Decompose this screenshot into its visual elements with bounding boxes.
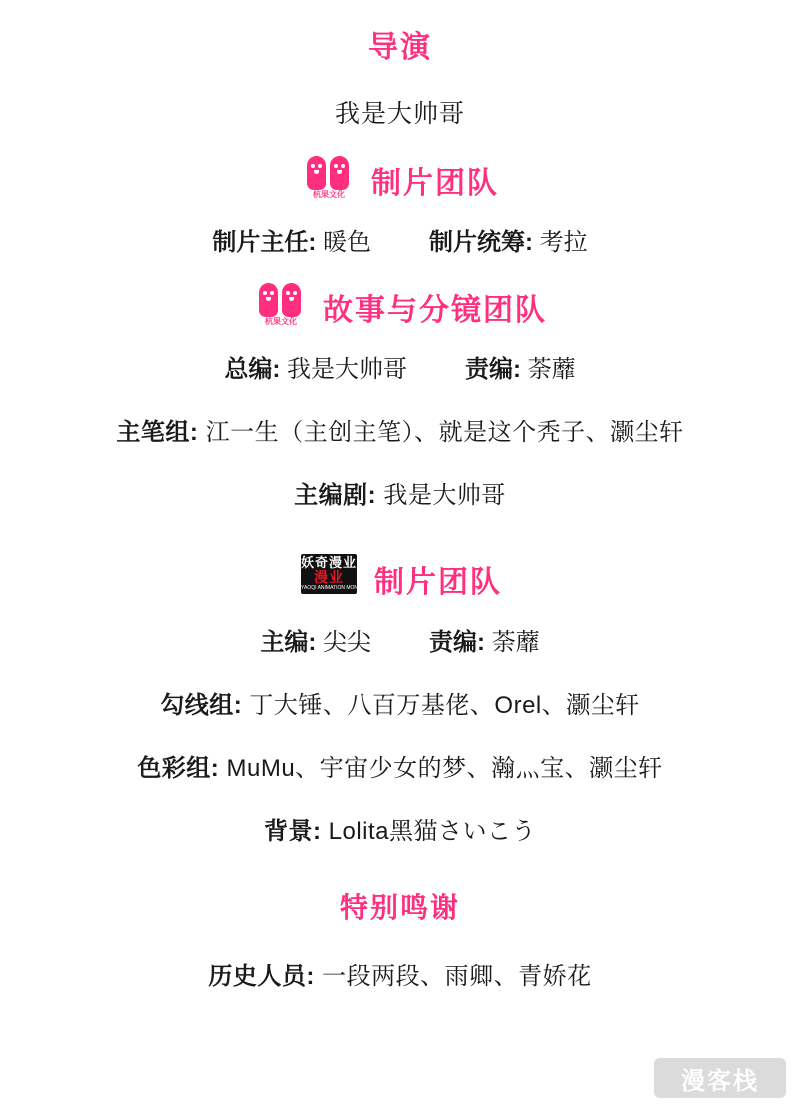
hongguo-logo-text: 杭果文化 bbox=[265, 317, 297, 326]
credit-line bbox=[0, 811, 800, 846]
logo-beak-icon bbox=[266, 297, 271, 301]
logo-beak-icon bbox=[337, 170, 342, 174]
section-header-production-1 bbox=[0, 156, 800, 204]
logo-eye-icon bbox=[311, 164, 315, 168]
credit-item bbox=[224, 349, 407, 384]
credit-key: 色彩组: bbox=[137, 755, 220, 782]
section-header-production-2 bbox=[0, 554, 800, 604]
credit-item bbox=[260, 622, 371, 657]
section-heading: 故事与分镜团队 bbox=[323, 294, 547, 327]
logo-penguins-shape bbox=[307, 156, 351, 190]
logo-eye-icon bbox=[334, 164, 338, 168]
credit-item bbox=[212, 222, 371, 257]
credit-key: 勾线组: bbox=[160, 692, 243, 719]
logo-box-shape bbox=[301, 554, 372, 594]
logo-eye-icon bbox=[318, 164, 322, 168]
section-heading: 制片团队 bbox=[374, 566, 502, 599]
director-name: 我是大帅哥 bbox=[334, 100, 465, 128]
credit-value: 暖色 bbox=[323, 229, 371, 256]
credit-pair-row bbox=[0, 222, 800, 257]
logo-eye-icon bbox=[286, 291, 290, 295]
credit-value: 一段两段、雨卿、青娇花 bbox=[322, 963, 592, 990]
credit-value: MuMu、宇宙少女的梦、瀚灬宝、灏尘轩 bbox=[226, 755, 663, 782]
credit-pair-row bbox=[0, 622, 800, 657]
watermark: 漫客栈 bbox=[654, 1058, 786, 1098]
hongguo-culture-logo bbox=[301, 156, 357, 204]
director-title: 导演 bbox=[368, 31, 432, 64]
credit-key: 总编: bbox=[224, 356, 281, 383]
logo-penguin-right bbox=[330, 156, 349, 190]
credit-key: 主笔组: bbox=[116, 419, 199, 446]
credit-key: 主编剧: bbox=[294, 482, 377, 509]
logo-penguins-shape bbox=[259, 283, 303, 317]
logo-penguin-left bbox=[307, 156, 326, 190]
logo-eye-icon bbox=[270, 291, 274, 295]
credit-value: 江一生（主创主笔）、就是这个秃子、灏尘轩 bbox=[205, 419, 684, 446]
credit-line bbox=[0, 412, 800, 447]
yaoqi-logo-top-text: 妖奇漫业 bbox=[301, 555, 358, 570]
credit-value: 荼蘼 bbox=[527, 356, 576, 383]
credit-value: Lolita黑猫さいこう bbox=[328, 818, 537, 845]
credit-key: 责编: bbox=[465, 356, 521, 383]
yaoqi-logo-sub-text: YAOQI ANIMATION MONSTER bbox=[301, 585, 372, 591]
logo-eye-icon bbox=[341, 164, 345, 168]
credit-line bbox=[0, 475, 800, 510]
credit-item bbox=[429, 222, 588, 257]
yaoqi-animation-logo bbox=[298, 554, 372, 604]
credit-key: 主编: bbox=[260, 629, 317, 656]
credit-line bbox=[0, 748, 800, 783]
credit-value: 荼蘼 bbox=[491, 629, 540, 656]
credit-line bbox=[0, 685, 800, 720]
hongguo-culture-logo bbox=[253, 283, 309, 331]
logo-beak-icon bbox=[314, 170, 319, 174]
logo-beak-icon bbox=[289, 297, 294, 301]
logo-eye-icon bbox=[263, 291, 267, 295]
logo-penguin-right bbox=[282, 283, 301, 317]
credit-key: 历史人员: bbox=[208, 963, 315, 990]
credit-item bbox=[429, 622, 540, 657]
section-heading: 制片团队 bbox=[371, 167, 499, 200]
credit-pair-row bbox=[0, 349, 800, 384]
credit-value: 考拉 bbox=[539, 229, 588, 256]
credit-key: 背景: bbox=[263, 818, 322, 845]
credit-value: 尖尖 bbox=[323, 629, 371, 656]
hongguo-logo-text: 杭果文化 bbox=[313, 190, 345, 199]
credit-key: 制片统筹: bbox=[429, 229, 533, 256]
logo-eye-icon bbox=[293, 291, 297, 295]
credit-value: 我是大帅哥 bbox=[287, 356, 407, 383]
logo-penguin-left bbox=[259, 283, 278, 317]
credit-key: 制片主任: bbox=[212, 229, 317, 256]
yaoqi-logo-mid-text: 漫业 bbox=[314, 569, 344, 585]
credit-value: 丁大锤、八百万基佬、Orel、灏尘轩 bbox=[249, 692, 640, 719]
special-thanks-title: 特别鸣谢 bbox=[339, 892, 460, 923]
credit-value: 我是大帅哥 bbox=[383, 482, 506, 509]
credit-key: 责编: bbox=[429, 629, 485, 656]
credit-line bbox=[0, 956, 800, 991]
section-header-storyboard bbox=[0, 283, 800, 331]
credit-item bbox=[465, 349, 576, 384]
